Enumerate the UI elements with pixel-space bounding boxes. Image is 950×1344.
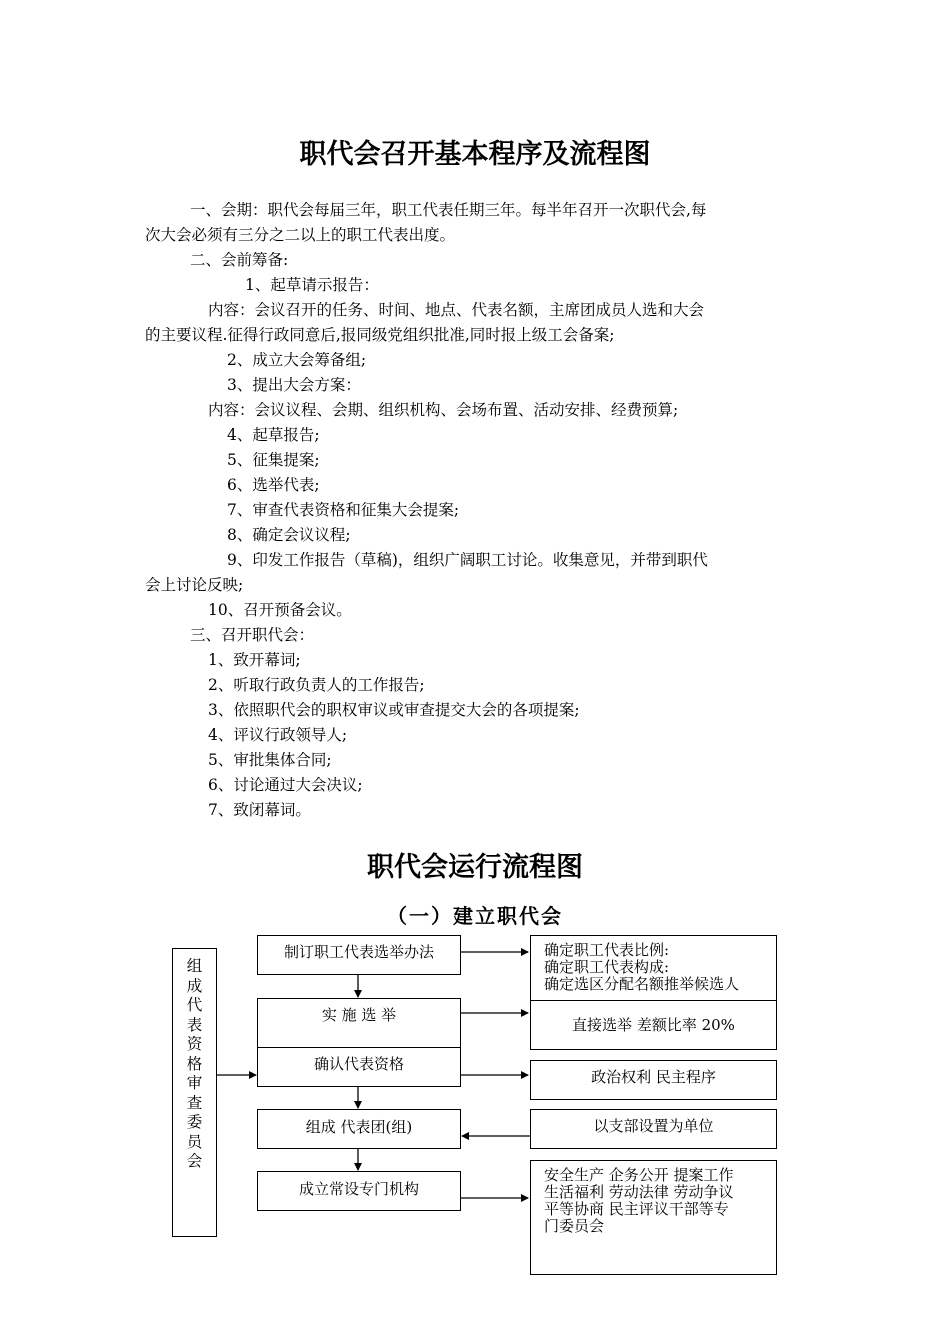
flow-step-standing-committees [257, 1171, 461, 1211]
flow-step-form-delegation [257, 1109, 461, 1149]
flow-step-conduct-election [257, 998, 461, 1048]
note-line: 确定职工代表构成: [544, 958, 670, 976]
note-political-rights [530, 1060, 777, 1100]
text-line: 3、依照职代会的职权审议或审查提交大会的各项提案; [208, 701, 580, 719]
text-line: 的主要议程.征得行政同意后,报同级党组织批准,同时报上级工会备案; [145, 326, 615, 344]
note-line: 安全生产 企务公开 提案工作 [544, 1166, 734, 1184]
text-line: 会上讨论反映; [145, 576, 244, 594]
note-line: 门委员会 [544, 1217, 605, 1235]
note-direct-election [530, 1000, 777, 1050]
text-line: 4、起草报告; [227, 426, 320, 444]
flow-step-election-rules [257, 935, 461, 975]
text-line: 5、征集提案; [227, 451, 320, 469]
text-line: 5、审批集体合同; [208, 751, 332, 769]
text-line: 三、召开职代会： [190, 626, 315, 644]
note-line: 确定选区分配名额推举候选人 [544, 975, 740, 993]
text-line: 9、印发工作报告（草稿)，组织广阔职工讨论。收集意见，并带到职代 [227, 551, 708, 569]
text-line: 1、致开幕词; [208, 651, 301, 669]
note-line: 确定职工代表比例: [544, 941, 670, 959]
flow-step-label: 实 施 选 举 [321, 1006, 397, 1024]
flow-step-label: 确认代表资格 [313, 1055, 404, 1073]
flow-step-confirm-qualification [257, 1047, 461, 1087]
side-box-label: 组成代表资格审查委员会 [186, 957, 203, 1170]
flow-step-label: 成立常设专门机构 [298, 1180, 419, 1198]
note-representative-ratio [530, 935, 777, 1001]
text-line: 10、召开预备会议。 [208, 601, 352, 619]
text-line: 7、致闭幕词。 [208, 801, 311, 819]
text-line: 内容：会议召开的任务、时间、地点、代表名额，主席团成员人选和大会 [208, 301, 705, 319]
text-line: 7、审查代表资格和征集大会提案; [227, 501, 460, 519]
document-title: 职代会召开基本程序及流程图 [299, 139, 651, 170]
text-line: 次大会必须有三分之二以上的职工代表出度。 [145, 226, 456, 244]
text-line: 2、成立大会筹备组; [227, 351, 367, 369]
text-line: 4、评议行政领导人; [208, 726, 348, 744]
note-line: 生活福利 劳动法律 劳动争议 [544, 1183, 734, 1201]
text-line: 8、确定会议议程; [227, 526, 351, 544]
note-line: 以支部设置为单位 [593, 1117, 714, 1135]
text-line: 3、提出大会方案： [227, 376, 361, 394]
flow-step-label: 制订职工代表选举办法 [283, 943, 434, 961]
note-branch-unit [530, 1109, 777, 1149]
side-box-review-committee [172, 948, 217, 1237]
text-line: 一、会期：职代会每届三年，职工代表任期三年。每半年召开一次职代会,每 [190, 201, 707, 219]
text-line: 1、起草请示报告： [245, 276, 379, 294]
flowchart-title: 职代会运行流程图 [367, 852, 583, 883]
text-line: 二、会前筹备: [190, 251, 289, 269]
note-line: 直接选举 差额比率 20% [572, 1016, 735, 1034]
text-line: 2、听取行政负责人的工作报告; [208, 676, 425, 694]
flowchart-subtitle: （一）建立职代会 [387, 904, 563, 928]
note-line: 政治权利 民主程序 [591, 1068, 716, 1086]
flow-step-label: 组成 代表团(组) [305, 1118, 413, 1136]
note-committee-list [530, 1160, 777, 1275]
text-line: 6、讨论通过大会决议; [208, 776, 363, 794]
note-line: 平等协商 民主评议干部等专 [544, 1200, 729, 1218]
text-line: 6、选举代表; [227, 476, 320, 494]
text-line: 内容：会议议程、会期、组织机构、会场布置、活动安排、经费预算; [208, 401, 679, 419]
